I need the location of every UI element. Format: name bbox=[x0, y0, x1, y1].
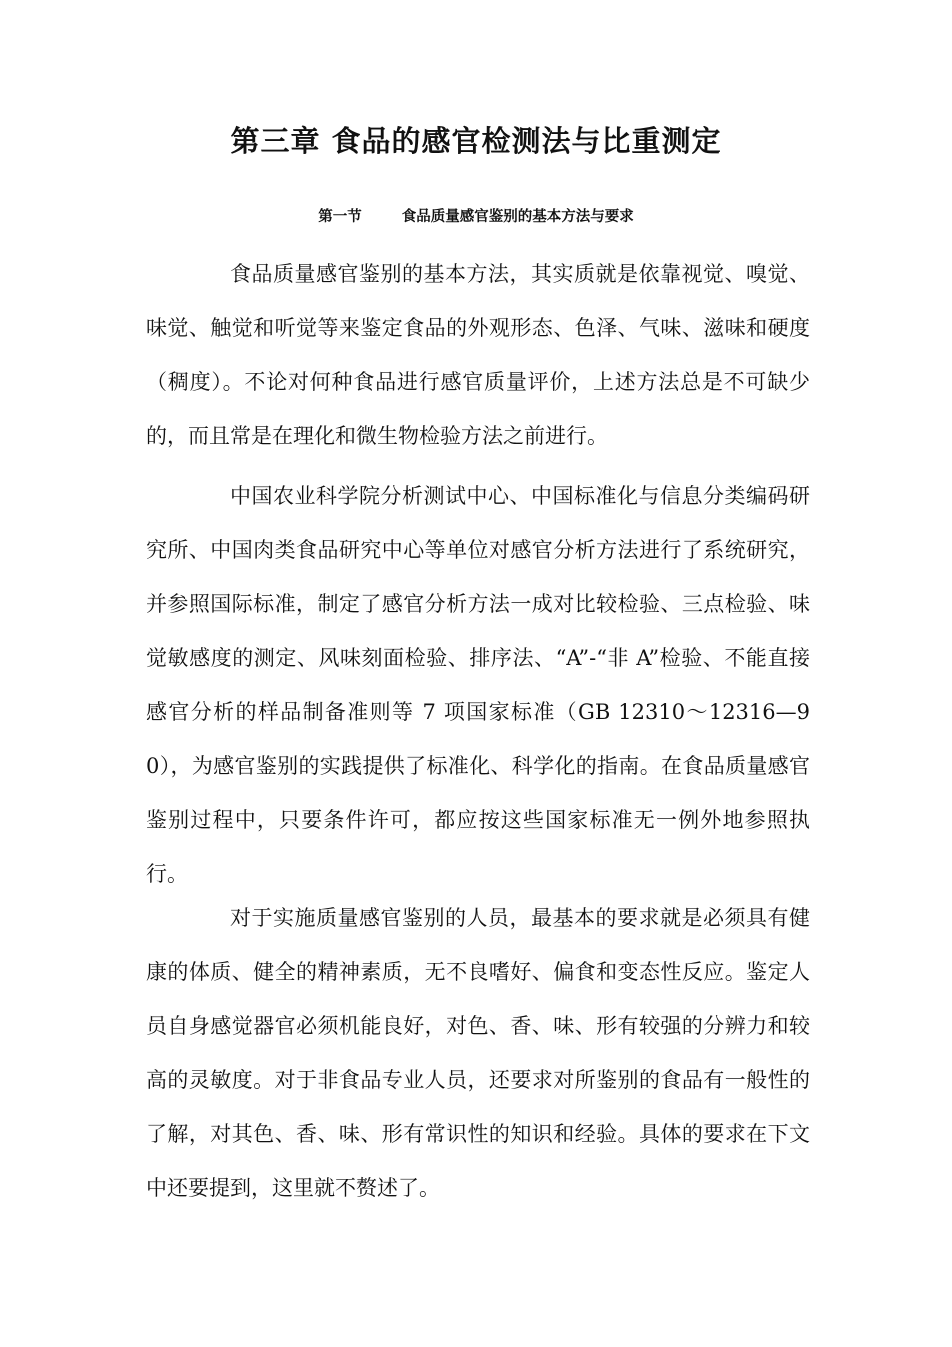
section-heading bbox=[0, 204, 952, 230]
section-title: 食品质量感官鉴别的基本方法与要求 bbox=[401, 209, 634, 225]
chapter-title: 第三章 食品的感官检测法与比重测定 bbox=[230, 124, 722, 158]
paragraph-basic-methods: 食品质量感官鉴别的基本方法，其实质就是依靠视觉、嗅觉、味觉、触觉和听觉等来鉴定食品的外观形态、色泽、气味、滋味和硬度（稠度）。不论对何种食品进行感官质量评价，上述方法总是不可缺少的，而且常是在理化和微生物检验方法之前进行。 bbox=[146, 262, 810, 448]
paragraph-national-standards: 中国农业科学院分析测试中心、中国标准化与信息分类编码研究所、中国肉类食品研究中心等单位对感官分析方法进行了系统研究，并参照国际标准，制定了感官分析方法一成对比较检验、三点检验、味觉敏感度的测定、风味刻面检验、排序法、“A”-“非 A”检验、不能直接感官分析的样品制备准则等 7 项国家标准（GB 12310～12316—90），为感官鉴别的实践提供了标准化、科学化的指南。在食品质量感官鉴别过程中，只要条件许可，都应按这些国家标准无一例外地参照执行。 bbox=[146, 484, 810, 886]
section-number: 第一节 bbox=[318, 209, 362, 225]
paragraph-personnel-requirements: 对于实施质量感官鉴别的人员，最基本的要求就是必须具有健康的体质、健全的精神素质，无不良嗜好、偏食和变态性反应。鉴定人员自身感觉器官必须机能良好，对色、香、味、形有较强的分辨力和较高的灵敏度。对于非食品专业人员，还要求对所鉴别的食品有一般性的了解，对其色、香、味、形有常识性的知识和经验。具体的要求在下文中还要提到，这里就不赘述了。 bbox=[146, 906, 810, 1200]
